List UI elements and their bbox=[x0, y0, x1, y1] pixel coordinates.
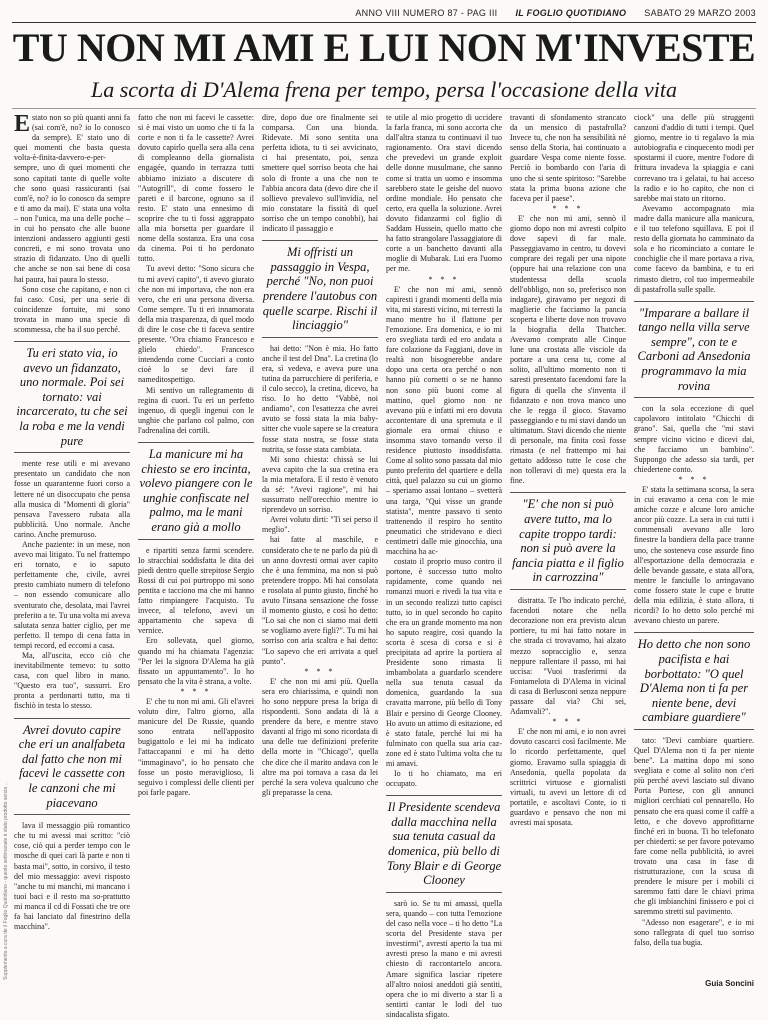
article-column-4 bbox=[386, 113, 502, 1019]
subhead-rule bbox=[12, 108, 756, 109]
article-column-2 bbox=[138, 113, 254, 989]
article-column-5 bbox=[510, 113, 626, 989]
column-paragraph: Sono cose che capitano, e non ci fai caso. Così, per una serie di coincidenze fortuite, mi sono trovata in mano una specie di scommessa, che ha il suo perché. bbox=[14, 284, 130, 334]
column-paragraph: Ero sollevata, quel giorno, quando mi ha chiamata l'agenzia: "Per lei la signora D'Alema ha già fissato un appuntamento". Io ho pensato che la vita è strana, a volte. bbox=[138, 636, 254, 686]
masthead-rule bbox=[12, 22, 756, 23]
author-signature: Guia Soncini bbox=[705, 979, 754, 988]
issue-date: SABATO 29 MARZO 2003 bbox=[644, 8, 756, 18]
column-paragraph: travanti di sfondamento strancato da un mensico di pastafrolla? Invece tu, che non ha sensibilità né senso della Storia, hai continuato a guardare Vespa come niente fosse. Perciò io bombardo con l'aria di uno che si sente spiritoso: "Sarebbe stata la prima buona azione che faceva per il paese". bbox=[510, 113, 626, 203]
section-separator: * * * bbox=[304, 666, 336, 676]
pull-quote: Mi offristi un passaggio in Vespa, perché "No, non puoi prendere l'autobus con quelle scarpe. Rischi il linciaggio" bbox=[262, 240, 378, 338]
column-paragraph: E' che non mi ami più. Quella sera ero chiarissima, e quindi non ho sono neppure presa la briga di rispondenti. Sono andata di là a prendere da bere, e mentre stavo davanti al frigo mi sono ricordata di una delle tue definizioni preferite della morte in "Chicago", quella che dice che il marito andava con le altre ma poi tornava a casa da lei perché la sera voleva qualcuno che gli preparasse la cena. bbox=[262, 676, 378, 797]
column-paragraph: mente rese utili e mi avevano presentato un candidato che non fosse un quarantenne fuori corso a lettere né un disoccupato che pensa alla musica di "Momenti di gloria" pensava l'avessero rubata alla pubblicità. Uno normale. Anche carino. Anche premuroso. bbox=[14, 459, 130, 539]
column-paragraph: E' stata la settimana scorsa, la sera in cui eravamo a cena con le mie amiche cozze e alcune loro amiche ancor più cozze. La sera in cui tutti i commensali avevano alle loro finestre la bandiera della pace tranne uno, che sosteneva cose assurde fino all'esportazione della democrazia e delle bevande gassate, e stata all'ora, mentre le fanciulle lo arringavano come fossero state le cupe e brutte della mia edilizia, è stato allora, ti ricordi? Io ho detto solo perché mi avevano chiesto un parere. bbox=[634, 485, 754, 626]
column-paragraph: Estato non so più quanti anni fa (sai com'è, no? io lo conosco da sempre). E' stato uno di quei momenti che basta questa volta-è-finita-davvero-e-per-sempre, uno di quei momenti che sono capitati tante di quelle volte che sono quasi rassicuranti (sai com'è, no? io lo conosco da sempre e ti amo da mai). E' stata una volta – non l'unica, ma una delle poche – in cui ho pensato che alle buone intenzioni andassero aggiunti gesti concreti, e mi sono trovata uno strazio di fidanzato. Uno di quelli che anche se non sai bene di cosa hai paura, hai paura lo stesso. bbox=[14, 111, 130, 284]
paper-name: IL FOGLIO QUOTIDIANO bbox=[515, 8, 627, 18]
article-column-1 bbox=[14, 113, 130, 989]
column-paragraph: distratta. Te l'ho indicato perché, facendoti notare che nella decorazione non era previsto alcun portiere, tu mi hai fatto notare in che strada ci trovavamo, hai alzato mezzo sopracciglio e, senza neppure rallentare il passo, mi hai uccisa: "Vuoi trasferirmi da Fontamelota di D'Alema in vicinal di casa di Berlusconi senza neppure passare dal via? Chi sei, Adamvali?". bbox=[510, 596, 626, 717]
column-paragraph: Mi sentivo un rallegramento di regina di cuori. Tu eri un perfetto ingenuo, di quegli ingenui con le unghie che parlano col palmo, con l'adrenalina dei cortili. bbox=[138, 385, 254, 435]
column-paragraph: Anche paziente: in un mese, non avevo mai litigato. Tu nel frattempo eri tornato, e io saputo perfettamente che, civile, avrei presto cambiato numero di telefono – non essendo comunicare allo sventurato che, desolata, mai l'avrei preferito a te. Tu una volta mi aveva salutata senza batter ciglio, per me perfetto. Il tempo di cena fatta in tempi record, ed eccomi a casa. bbox=[14, 539, 130, 650]
column-paragraph: Tu avevi detto: "Sono sicura che tu mi avevi capito", ti avevo giurato che non mi importava, che non era vero, che eri una persona diversa. Come sempre. Tu ti eri innamorata della mia trasparenza, di quel modo di dire le cose che ti faceva sentire presente. "Ora chiamo Francesco e glielo chiedo". Francesco intendendo come Cucciari a conto cioè lo se devi fare il nameditospettigo. bbox=[138, 264, 254, 385]
column-paragraph: Io ti ho chiamato, ma eri occupato. bbox=[386, 769, 502, 789]
column-paragraph: Avrei voluto dirti: "Ti sei perso il meglio". bbox=[262, 515, 378, 535]
section-separator: * * * bbox=[180, 686, 212, 696]
column-paragraph: dire, dopo due ore finalmente sei comparsa. Con una bionda. Ridevate. Mi sono sentita una perfetta idiota, tu ti sei avvicinato, ci hai presentato, poi, senza smettere quel sorriso beota che hai solo di fronte a una che non te l'abbia ancora data (devo dire che il sollievo prevalevo sull'invidia, nel mio constatare la fissità di quel sorriso che un tempo conobbi), hai indicato il passaggio e bbox=[262, 113, 378, 234]
column-paragraph: Ma, all'uscita, ecco ciò che inevitabilmente temevo: tu sotto casa, con quel libro in mano. "Questo era tuo", sussurri. Ero pronta a perdonarti tutto, ma ti fischiò in testa lo stesso. bbox=[14, 651, 130, 711]
section-separator: * * * bbox=[678, 474, 710, 484]
pull-quote: Ho detto che non sono pacifista e hai borbottato: "O quel D'Alema non ti fa per niente bene, devi cambiare guardiere" bbox=[634, 632, 754, 730]
column-paragraph: Avevamo accompagnato mia madre dalla manicure alla manicura, e il tuo telefono squillava. E poi il resto della giornata ho camminato da sola e ho ricominciato a contare le conchiglie che il mare portava a riva, come facevo da bambina, e tu eri rimasto dietro, col tuo impermeabile di pastafrolla sulle spalle. bbox=[634, 203, 754, 294]
column-paragraph: E' che non mi ami, sennò il giorno dopo non mi avresti colpito dove sapevi di far male. Passeggiavamo in centro, tu dovevi comprare dei regali per una nipote (oppure hai una relazione con una studentessa della scuola dell'obbligo, non so, preferisco non indagare), giravamo per negozi di maglierie che facciamo la pancia scoperta e liberte dove non trovavo la biografia della Thatcher. Avevamo comprato alle Cinque lune una crostata alle visciole da portare a una cena tu, come al solito, all'ultimo momento non ti saresti presentato facendomi fare la figura di quella che s'inventa il fidanzato e non trova manco uno che le regga il gioco. Stavamo passeggiando e tu mi stavi dando un ultimatum. Stavi dicendo che niente di personale, ma finita così fosse rimasta (e nel frattempo mi hai gettato addosso tutte le cose che non tolleravi di me) questa era la fine. bbox=[510, 213, 626, 486]
pull-quote: La manicure mi ha chiesto se ero incinta, volevo piangere con le unghie confiscate nel palmo, ma le mani erano già a mollo bbox=[138, 442, 254, 540]
issue-info: ANNO VIII NUMERO 87 - PAG III bbox=[355, 8, 498, 18]
headline: TU NON MI AMI E LUI NON M'INVESTE bbox=[12, 25, 756, 70]
column-paragraph: ciock" una delle più struggenti canzoni d'addio di tutti i tempi. Quel giorno, mentre io ti regalavo la mia autobiografia e cinquecento modi per spostarmi il cuore, mentre l'odore di frittura invadeva la spiaggia e cani correvano tra i gelatai, tu hai acceso la radio e io ho capito, che non ci sarebbe mai stato un ritorno. bbox=[634, 113, 754, 203]
column-paragraph: hai detto: "Non è mia. Ho fatto anche il test del Dna". La cretina (lo era, sì vedeva, e aveva pure una tutina da parrucchiere di periferia, e il culo secco), la cretina, dicevo, ha riso. Io ho detto "Vabbè, noi andiamo", con l'esattezza che avrei avuto se fossi stata la mia baby-sitter che vuole sapere se la creatura fosse stata nostra, se fosse stata nutrita, se fosse stata cambiata. bbox=[262, 343, 378, 454]
column-paragraph: fatto che non mi facevi le cassette: si è mai visto un uomo che ti fa la corte e non ti fa le cassette? Avrei dovuto capirlo quella sera alla cena di compleanno della giornalista engagée, quando in terrazza tutti abbiamo iniziato a discutere di "Autogrill", di come fossero le pareti e il barcone, ognuno sa il resto. E' stato una ennesimo di scoprire che tu ti fossi aggrappato alla mia borsetta per guardare il nome della sostanza. Era una cosa da cinema. Poi ti ho perdonato tutto. bbox=[138, 113, 254, 264]
column-paragraph: costato il proprio muso contro il portone, è successo tutto molto rapidamente, come quando nei romanzi muori e rivedi la tua vita e in un secondo realizzi tutto capisci tutto, io in quel secondo ho capito che era un grande momento ma non ho saputo reagire, così quando la scorta è scesa di corsa e si è precipitata ad aprire la portiera al Presidente sono rimasta lì imbambolata a guardarlo scendere nella sua tenuta casual da domenica, guardando la sua cravatta marrone, più bello di Tony Blair e persino di George Clooney. Ho avuto un attimo di esitazione, ed è stato fatale, perché lui mi ha fulminato con quella sua aria caz-zone ed è stato l'ultima volta che tu mi amavi. bbox=[386, 557, 502, 768]
section-separator: * * * bbox=[552, 203, 584, 213]
column-paragraph: tato: "Devi cambiare quartiere. Quel D'Alema non ti fa per niente bene". La mattina dopo mi sono svegliata e come al solito non c'eri più perché avevi lasciato sul divano Porta Portese, con gli annunci migliori cerchiati col pennarello. Ho pensato che era quasi come il caffè a letto, e che dovevo approfittarne finché eri in buona. Ti ho telefonato per chiederti: se per favore potevamo fare come nella pubblicità, io avrei trovato una casa in fase di ristrutturazione, con la scusa di prendere le misure per i mobili ci saremmo fatti dare le chiavi prima che gli imbianchini finissero e poi ci saremmo stretti sul pavimento. bbox=[634, 735, 754, 917]
column-paragraph: "Adesso non esagerare", e io mi sono rallegrata di quel tuo sorriso falso, della tua bugia. bbox=[634, 917, 754, 947]
column-paragraph: E' che tu non mi ami. Gli el'avrei voluto dire, l'altro giorno, alla manicure del De Russie, quando sono entrata nell'apposito bugigattolo e lei mi ha indicato l'attaccapanni e mi ha detto "immaginavo", io ho pensato che fosse un posto meraviglioso, lì seguivo i complessi delle clienti per poi farle pagare. bbox=[138, 696, 254, 797]
pull-quote: Il Presidente scendeva dalla macchina nella sua tenuta casual da domenica, più bello di Tony Blair e di George Clooney bbox=[386, 795, 502, 893]
subheadline: La scorta di D'Alema frena per tempo, persa l'occasione della vita bbox=[90, 77, 677, 102]
section-separator: * * * bbox=[428, 274, 460, 284]
column-paragraph: hai fatte al maschile, e considerato che te ne parlo da più di un anno dovresti ormai aver capito che è una femmina, ma non si può pretendere troppo. Mi hai consolata e rosolata al punto giusto, finché ho avuto l'insana sensazione che fosse il momento giusto, e così ho detto: "Lo sai che non ci siamo mai detti se vogliamo avere figli?". Tu mi hai sorriso con aria scaltra e hai detto: "Lo sapevo che eri arrivata a quel punto". bbox=[262, 535, 378, 666]
column-paragraph: e ripartiti senza farmi scendere. Io stracchiai soddisfatta le dita dei piedi dentro quelle strepitose Sergio Rossi di cui poi purtroppo mi sono pentita e tacciono ma che mi hanno fatto rimpiangere l'acquisto. Tu invece, al telefono, avevi un appartamento che sapeva di vernice. bbox=[138, 545, 254, 636]
article-column-3 bbox=[262, 113, 378, 989]
column-paragraph: E' che non mi ami, e io non avrei dovuto cascarci così facilmente. Me lo ricordo perfettamente, quel giorno. Eravamo sulla spiaggia di Ansedonia, quella popolata da scrittrici virtuose e giornalisti virtuali, tu avevi un lettore di cd portatile, e ascoltavi Conte, io ti guardavo e pensavo che non mi avresti mai sposata. bbox=[510, 727, 626, 828]
section-separator: * * * bbox=[552, 717, 584, 727]
side-credit: Supplemento a cura de il Foglio Quotidiano - questo settimanale è stato prodotto senza ... bbox=[3, 781, 9, 980]
column-paragraph: Mi sono chiesta: chissà se lui aveva capito che la sua cretina era la mia metafora. E il resto è venuto da sé: "Avevi ragione", mi hai sussurrato nell'orecchio mentre io riprendevo un sorriso. bbox=[262, 454, 378, 515]
column-paragraph: con la sola eccezione di quel capolavoro intitolato "Chicchi di grano". Sai, quella che "mi stavi sempre vicino vicino e dicevi dai, che facciamo un bambino". Suppongo che adesso sia tardi, per chiedertene conto. bbox=[634, 404, 754, 474]
column-paragraph: lava il messaggio più romantico che tu mi avessi mai scritto: "ciò cose, ciò qui a perder tempo con le mosche di quei cari là parte e non ti basta mai", sotto, in corsivo, il testo del mio messaggio: avevi risposto "anche tu mi manchi, mi mancano i tuoi baci e il resto ma so-prattutto mi manca il cd di Fossati che tre ore fa hai lanciato dal finestrino della macchina". bbox=[14, 821, 130, 932]
article-column-6 bbox=[634, 113, 754, 989]
column-paragraph: E' che non mi ami, sennò capiresti i grandi momenti della mia vita, mi staresti vicino, mi terresti la mano mentre ho il flattone per l'emozione. Era domenica, e io mi ero svegliata tardi ed ero andata a fare colazione da Faggiani, dove in realtà non bisognerebbe andare dopo una certa ora perché o non hanno più cornetti o se ne hanno non sono più buoni come al mattino, quel giorno non ne avevano più e infatti mi ero dovuta accontentare di una spremuta e il giornale era ormai chiuso e insomma stavo tornando verso il residence piuttosto insoddisfatta. Come al solito sono passata dal mio punto preferito del quartiere e della città, quel palazzo su cui un giorno – speriamo assai lontano – svetterà una targa, "Qui visse un grande statista", mentre passavo ti sento trattenendo il respiro ho sentito pneumatici che stridevano e dieci centimetri dalle mie ginocchia, una macchina ha ac- bbox=[386, 284, 502, 557]
drop-cap: E bbox=[14, 111, 31, 137]
column-paragraph: te utile al mio progetto di uccidere la farla franca, mi sono accorta che dall'altra stanza tu continuavi il tuo ragionamento. Ora stavi dicendo che prevedevi un grande exploit delle donne musulmane, che sanno come si tratta un uomo e insomma sarebbero state le geishe del nuovo ordine mondiale. Ho pensato che certo, era quella la soluzione. Avrei dovuto fidanzarmi col figlio di Saddam Hussein, quello matto che ha fatto strangolare l'assaggiatore di corte a un banchetto davanti alla moglie di Mubarak. Lui era l'uomo per me. bbox=[386, 113, 502, 274]
pull-quote: "E' che non si può avere tutto, ma lo capite troppo tardi: non si può avere la fancia piatta e il figlio in carrozzina" bbox=[510, 492, 626, 590]
pull-quote: Avrei dovuto capire che eri un analfabeta dal fatto che non mi facevi le cassette con le canzoni che mi piacevano bbox=[14, 718, 130, 816]
masthead bbox=[12, 6, 756, 20]
pull-quote: "Imparare a ballare il tango nella villa serve sempre", con te e Carboni ad Ansedonia programmavo la mia rovina bbox=[634, 301, 754, 399]
column-paragraph: sarò io. Se tu mi amassi, quella sera, quando – con tutta l'emozione del caso nella voce – ti ho detto "La scorta del Presidente stava per investirmi", avresti aperto la tua mi avresti preso la mano e mi avresti chiesto di raccontartelo ancora. Amare significa lasciar ripetere all'altro noiosi aneddoti già sentiti, opera che io mi diverto a star lì a sentirti cantar le lodi del tuo sindacalista sfigato. bbox=[386, 898, 502, 1019]
pull-quote: Tu eri stato via, io avevo un fidanzato, uno normale. Poi sei tornato: vai incarcerato, tu che sei la roba e me la vendi pure bbox=[14, 341, 130, 453]
